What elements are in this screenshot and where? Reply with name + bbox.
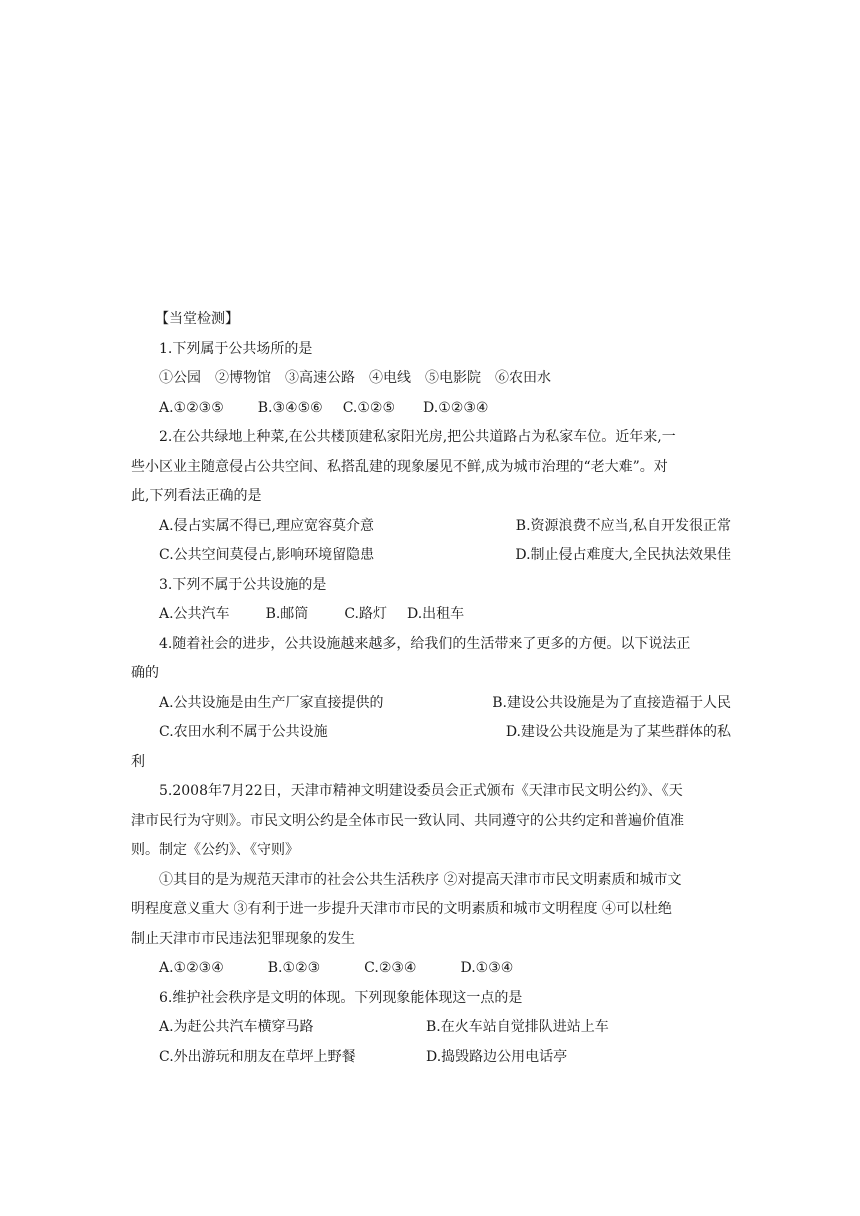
q5-option-b[interactable]: B.①②③	[267, 960, 321, 976]
question-3-stem: 3.下列不属于公共设施的是	[159, 576, 327, 593]
q4-option-c[interactable]: C.农田水利不属于公共设施	[159, 724, 328, 740]
q1-item-5: ⑤电影院	[425, 370, 481, 386]
worksheet	[131, 305, 731, 1072]
q3-option-d[interactable]: D.出租车	[406, 606, 465, 622]
q5-option-a[interactable]: A.①②③④	[159, 960, 224, 976]
question-5-stem-line-1: 5.2008年7月22日，天津市精神文明建设委员会正式颁布《天津市民文明公约》、《天	[159, 783, 683, 799]
q3-option-a[interactable]: A.公共汽车	[159, 606, 230, 622]
q1-item-6: ⑥农田水	[495, 370, 551, 386]
question-2-stem-line-3: 此,下列看法正确的是	[131, 488, 262, 504]
question-2-stem-line-1: 2.在公共绿地上种菜,在公共楼顶建私家阳光房,把公共道路占为私家车位。近年来,一	[159, 429, 676, 445]
q4-option-d[interactable]: D.建设公共设施是为了某些群体的私	[505, 724, 731, 740]
q1-item-2: ②博物馆	[215, 370, 271, 386]
q1-item-3: ③高速公路	[285, 370, 355, 386]
question-5-stem-line-2: 津市民行为守则》。市民文明公约是全体市民一致认同、共同遵守的公共约定和普遍价值准	[131, 812, 684, 829]
q2-option-b[interactable]: B.资源浪费不应当,私自开发很正常	[515, 517, 731, 534]
q2-option-a[interactable]: A.侵占实属不得已,理应宽容莫介意	[159, 517, 375, 534]
question-5-statements-line-2: 明程度意义重大 ③有利于进一步提升天津市市民的文明素质和城市文明程度 ④可以杜绝	[131, 901, 672, 917]
question-4-stem-line-2: 确的	[131, 665, 159, 681]
question-1-items	[131, 364, 731, 394]
question-1-stem: 1.下列属于公共场所的是	[159, 340, 313, 357]
question-4-options-row-1	[131, 689, 731, 719]
question-5-stem-line-3: 则。制定《公约》、《守则》	[131, 842, 299, 858]
q6-option-a[interactable]: A.为赶公共汽车横穿马路	[159, 1019, 314, 1035]
question-4-stem-line-1: 4.随着社会的进步，公共设施越来越多，给我们的生活带来了更多的方便。以下说法正	[159, 635, 691, 652]
q2-option-d[interactable]: D.制止侵占难度大,全民执法效果佳	[515, 547, 731, 563]
question-3-options	[131, 600, 731, 630]
q1-option-a[interactable]: A.①②③⑤	[159, 399, 224, 416]
q4-option-a[interactable]: A.公共设施是由生产厂家直接提供的	[159, 694, 384, 711]
q3-option-c[interactable]: C.路灯	[344, 606, 387, 622]
question-2-options-row-1	[131, 512, 731, 542]
q6-option-c[interactable]: C.外出游玩和朋友在草坪上野餐	[159, 1048, 356, 1065]
question-5-options	[131, 954, 731, 984]
question-2-options-row-2	[131, 541, 731, 571]
q6-option-d[interactable]: D.捣毁路边公用电话亭	[426, 1048, 568, 1065]
question-5-statements-line-3: 制止天津市市民违法犯罪现象的发生	[131, 930, 355, 947]
question-6-options-row-1	[131, 1013, 731, 1043]
q1-item-4: ④电线	[369, 370, 411, 386]
question-4-options-row-2	[131, 718, 731, 748]
q4-option-d-wrap: 利	[131, 753, 145, 770]
q1-option-c[interactable]: C.①②⑤	[342, 399, 396, 416]
q4-option-b[interactable]: B.建设公共设施是为了直接造福于人民	[492, 694, 731, 711]
q3-option-b[interactable]: B.邮筒	[265, 606, 309, 622]
q5-option-c[interactable]: C.②③④	[364, 960, 417, 976]
section-title: 【当堂检测】	[155, 311, 239, 327]
question-6-options-row-2	[131, 1043, 731, 1073]
q5-option-d[interactable]: D.①③④	[460, 960, 514, 976]
q1-item-1: ①公园	[159, 370, 201, 386]
q6-option-b[interactable]: B.在火车站自觉排队进站上车	[426, 1019, 609, 1035]
question-2-stem-line-2: 些小区业主随意侵占公共空间、私搭乱建的现象屡见不鲜,成为城市治理的“老大难”。对	[131, 458, 668, 475]
q1-option-b[interactable]: B.③④⑤⑥	[257, 399, 323, 416]
q1-option-d[interactable]: D.①②③④	[423, 399, 489, 416]
question-1-options	[131, 394, 731, 424]
q2-option-c[interactable]: C.公共空间莫侵占,影响环境留隐患	[159, 547, 375, 563]
question-5-statements-line-1: ①其目的是为规范天津市的社会公共生活秩序 ②对提高天津市市民文明素质和城市文	[159, 871, 682, 888]
question-6-stem: 6.维护社会秩序是文明的体现。下列现象能体现这一点的是	[159, 989, 523, 1006]
